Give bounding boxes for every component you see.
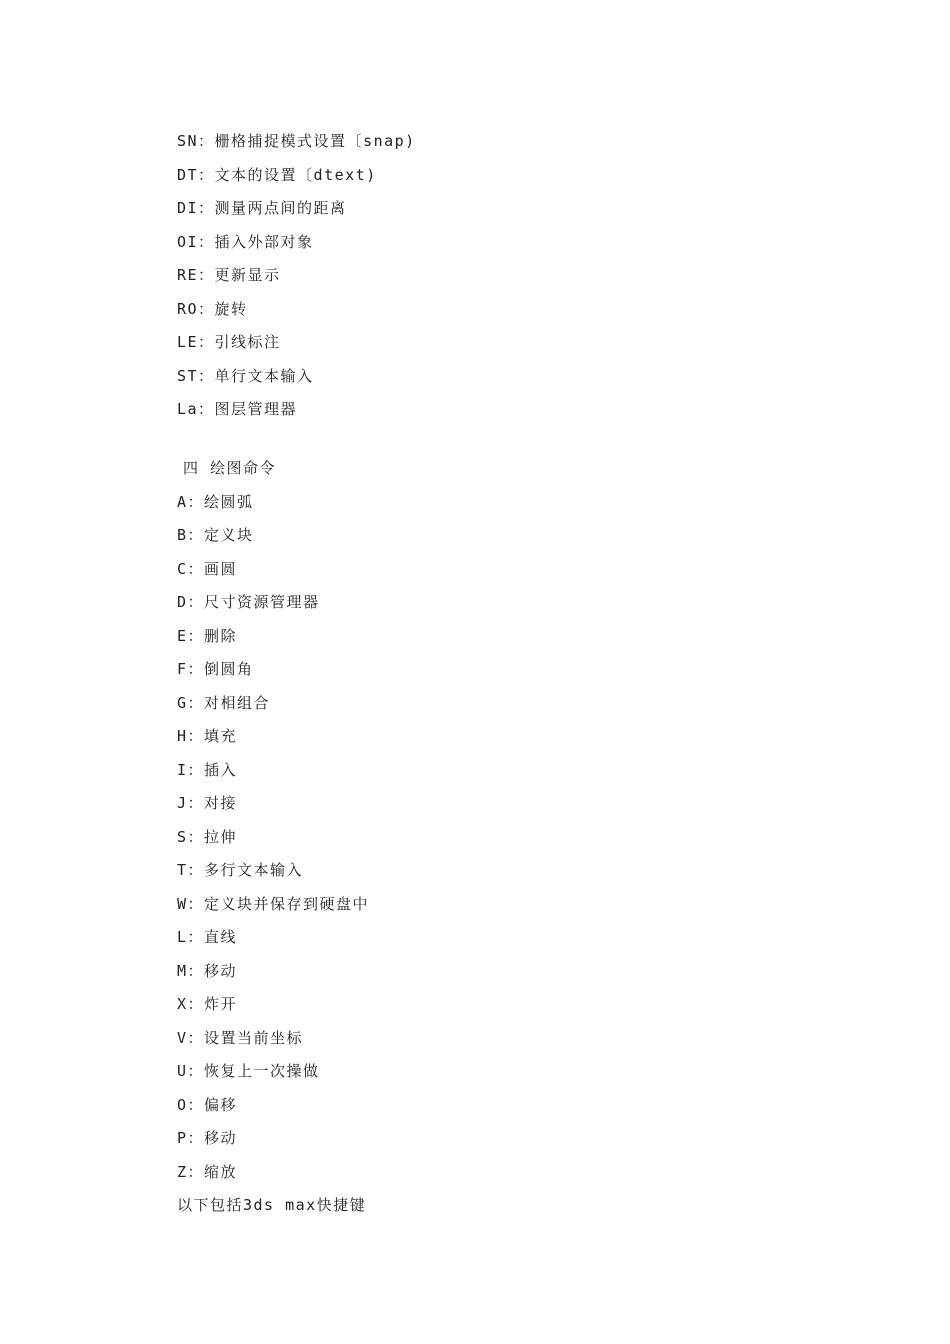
command-line: T：多行文本输入 <box>177 861 304 879</box>
command-list-continued <box>177 128 877 430</box>
command-line: P：移动 <box>177 1129 238 1147</box>
command-line: RE：更新显示 <box>177 266 281 284</box>
command-line: G：对相组合 <box>177 693 271 712</box>
command-line: Z：缩放 <box>177 1162 238 1181</box>
command-line: SN：栅格捕捉模式设置〔snap) <box>177 132 416 150</box>
command-line: LE：引线标注 <box>177 333 281 351</box>
command-line: I：插入 <box>177 760 238 779</box>
command-line: X：炸开 <box>177 995 238 1013</box>
section-heading: 四 绘图命令 <box>183 459 277 477</box>
command-line: V：设置当前坐标 <box>177 1028 304 1047</box>
drawing-commands-section <box>177 455 877 1226</box>
command-line: W：定义块并保存到硬盘中 <box>177 894 370 913</box>
command-line: ST：单行文本输入 <box>177 366 314 385</box>
command-line: J：对接 <box>177 794 238 812</box>
command-line: B：定义块 <box>177 526 254 544</box>
command-line: La：图层管理器 <box>177 400 298 418</box>
command-line: H：填充 <box>177 727 238 745</box>
command-line: C：画圆 <box>177 559 238 578</box>
command-line: M：移动 <box>177 961 238 980</box>
command-line: D：尺寸资源管理器 <box>177 593 320 611</box>
command-line: A：绘圆弧 <box>177 492 254 511</box>
command-line: RO：旋转 <box>177 299 248 318</box>
command-line: O：偏移 <box>177 1095 238 1114</box>
command-line: U：恢复上一次操做 <box>177 1062 320 1080</box>
command-line: E：删除 <box>177 626 238 645</box>
command-line: L：直线 <box>177 928 238 946</box>
command-line: F：倒圆角 <box>177 660 254 678</box>
command-line: DT：文本的设置〔dtext) <box>177 165 377 184</box>
command-line: S：拉伸 <box>177 827 238 846</box>
command-line: OI：插入外部对象 <box>177 232 314 251</box>
command-line: DI：测量两点间的距离 <box>177 199 347 217</box>
footer-note: 以下包括3ds max快捷键 <box>177 1196 367 1214</box>
